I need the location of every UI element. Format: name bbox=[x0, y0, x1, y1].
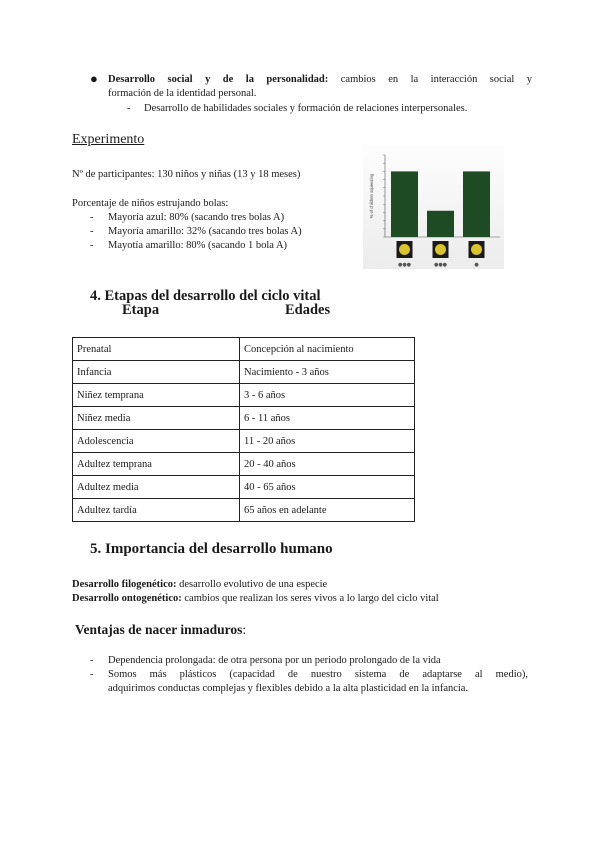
stage-cell: Niñez temprana bbox=[73, 384, 240, 407]
bar-2 bbox=[427, 211, 454, 237]
yellow-balls-icon bbox=[435, 244, 446, 255]
stage-cell: Adultez temprana bbox=[73, 453, 240, 476]
bullet-dot: ● bbox=[90, 71, 98, 86]
stage-cell: Adultez media bbox=[73, 476, 240, 499]
stages-table bbox=[72, 337, 415, 522]
col-header-ages: Edades bbox=[285, 302, 331, 318]
experiment-item-3: Mayotía amarillo: 80% (sacando 1 bola A) bbox=[108, 240, 288, 251]
def-ontogenetico bbox=[72, 592, 439, 605]
table-row bbox=[73, 476, 415, 499]
stage-cell: Prenatal bbox=[73, 338, 240, 361]
experiment-percent-intro: Porcentaje de niños estrujando bolas: bbox=[72, 198, 229, 209]
balls-drawn-label: ●●● bbox=[397, 262, 412, 268]
ages-cell: Nacimiento - 3 años bbox=[240, 361, 415, 384]
bullet-social-text2: formación de la identidad personal. bbox=[108, 88, 257, 99]
table-row bbox=[73, 453, 415, 476]
ages-cell: Concepción al nacimiento bbox=[240, 338, 415, 361]
section5-title: Importancia del desarrollo humano bbox=[105, 541, 333, 557]
bar-1 bbox=[391, 171, 418, 237]
def-filogenetico-term: Desarrollo filogenético: bbox=[72, 579, 177, 590]
stage-cell: Adolescencia bbox=[73, 430, 240, 453]
advantages-colon: : bbox=[242, 622, 247, 637]
ages-cell: 11 - 20 años bbox=[240, 430, 415, 453]
advantage-item-1: Dependencia prolongada: de otra persona por un periodo prolongado de la vida bbox=[108, 655, 441, 666]
list-dash: - bbox=[90, 226, 94, 237]
ages-cell: 20 - 40 años bbox=[240, 453, 415, 476]
list-dash: - bbox=[90, 212, 94, 223]
table-row bbox=[73, 407, 415, 430]
bullet-social-title: Desarrollo social y de la personalidad: bbox=[108, 74, 329, 85]
stage-cell: Niñez media bbox=[73, 407, 240, 430]
sub-item-dash: - bbox=[127, 103, 131, 114]
bar-3 bbox=[463, 171, 490, 237]
list-dash: - bbox=[90, 669, 94, 680]
ages-cell: 6 - 11 años bbox=[240, 407, 415, 430]
stage-cell: Adultez tardía bbox=[73, 499, 240, 522]
list-dash: - bbox=[90, 655, 94, 666]
def-ontogenetico-term: Desarrollo ontogenético: bbox=[72, 593, 182, 604]
def-filogenetico bbox=[72, 578, 327, 591]
section5-number: 5. bbox=[90, 541, 102, 557]
experiment-chart bbox=[363, 145, 504, 269]
advantage-item-2-line1: Somos más plásticos (capacidad de nuestro sistema de adaptarse al medio), bbox=[108, 669, 528, 680]
bar-chart bbox=[363, 145, 504, 269]
section4-number: 4. bbox=[90, 288, 101, 304]
ages-cell: 3 - 6 años bbox=[240, 384, 415, 407]
yellow-balls-icon bbox=[399, 244, 410, 255]
advantage-item-2-line2: adquirimos conductas complejas y flexibles debido a la alta plasticidad en la infancia. bbox=[108, 683, 469, 694]
experiment-participants: Nº de participantes: 130 niños y niñas (13 y 18 meses) bbox=[72, 169, 301, 180]
bullet-social-line1 bbox=[108, 73, 532, 86]
y-axis-label: % of children squeezing bbox=[369, 173, 374, 219]
bullet-social-subitem: Desarrollo de habilidades sociales y formación de relaciones interpersonales. bbox=[144, 103, 468, 114]
table-row bbox=[73, 430, 415, 453]
def-ontogenetico-text: cambios que realizan los seres vivos a lo largo del ciclo vital bbox=[184, 593, 439, 604]
table-row bbox=[73, 361, 415, 384]
col-header-stage: Etapa bbox=[122, 302, 160, 318]
bullet-social-text1: cambios en la interacción social y bbox=[340, 74, 533, 85]
experiment-item-2: Mayoría amarillo: 32% (sacando tres bolas A) bbox=[108, 226, 302, 237]
balls-drawn-label: ●●● bbox=[433, 262, 448, 268]
ages-cell: 65 años en adelante bbox=[240, 499, 415, 522]
table-row bbox=[73, 499, 415, 522]
stage-cell: Infancia bbox=[73, 361, 240, 384]
advantages-title bbox=[75, 622, 246, 638]
yellow-balls-icon bbox=[471, 244, 482, 255]
table-row bbox=[73, 384, 415, 407]
table-row bbox=[73, 338, 415, 361]
list-dash: - bbox=[90, 240, 94, 251]
section5-heading bbox=[90, 541, 333, 558]
def-filogenetico-text: desarrollo evolutivo de una especie bbox=[179, 579, 328, 590]
experiment-item-1: Mayoría azul: 80% (sacando tres bolas A) bbox=[108, 212, 285, 223]
experiment-title: Experimento bbox=[72, 132, 145, 147]
advantages-title-text: Ventajas de nacer inmaduros bbox=[75, 622, 243, 637]
balls-drawn-label: ● bbox=[474, 262, 479, 268]
section4-title: Etapas del desarrollo del ciclo vital bbox=[104, 288, 321, 304]
ages-cell: 40 - 65 años bbox=[240, 476, 415, 499]
